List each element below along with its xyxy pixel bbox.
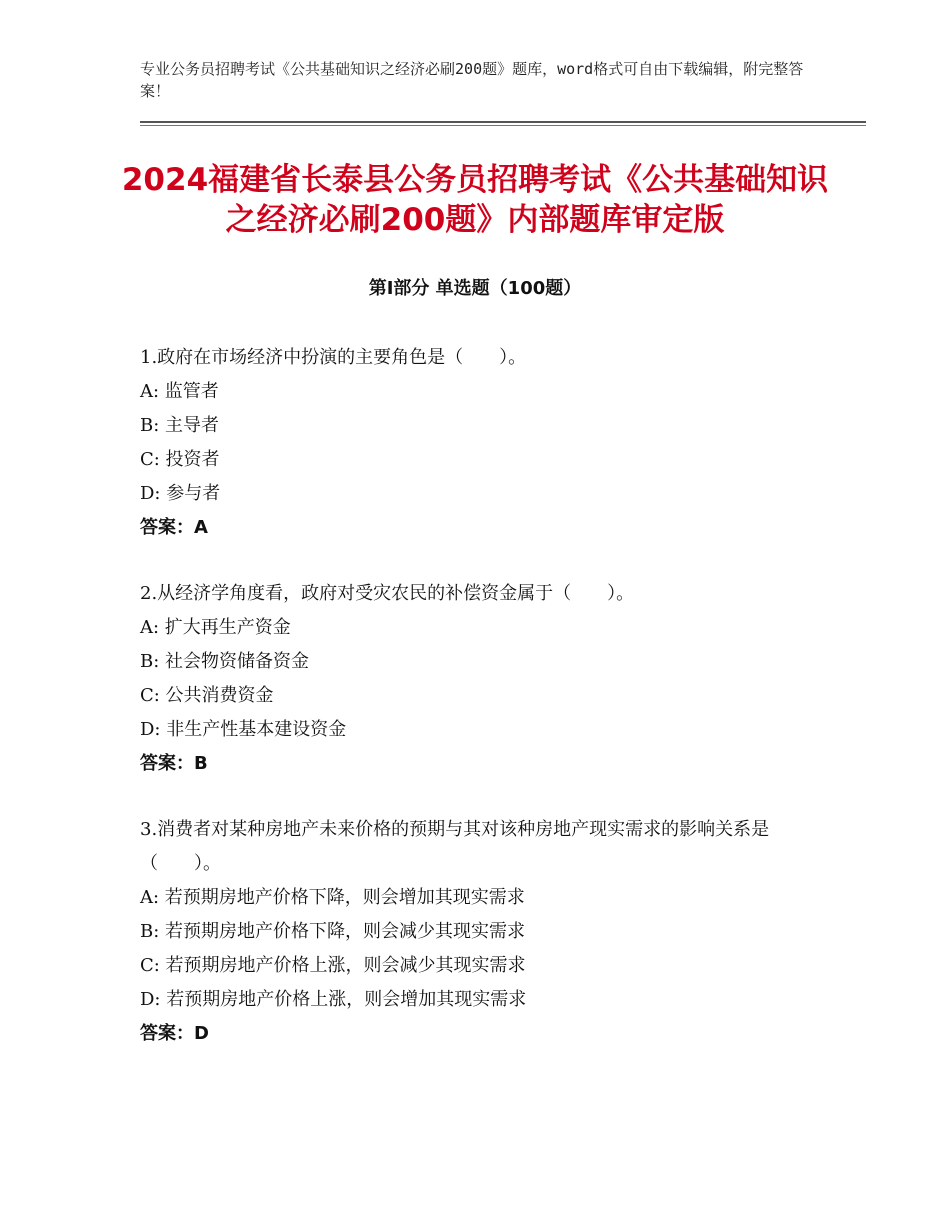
option-a: A: 扩大再生产资金 [140, 617, 291, 638]
header-rule-thin [140, 125, 866, 126]
answer: 答案：B [140, 753, 208, 774]
option-c: C: 公共消费资金 [140, 685, 274, 706]
option-d: D: 非生产性基本建设资金 [140, 719, 347, 740]
header-note: 专业公务员招聘考试《公共基础知识之经济必刷200题》题库，word格式可自由下载编辑，附完整答案！ [140, 60, 804, 100]
question-3 [140, 813, 820, 1051]
option-b: B: 社会物资储备资金 [140, 651, 310, 672]
option-c: C: 若预期房地产价格上涨，则会减少其现实需求 [140, 955, 526, 976]
option-b: B: 主导者 [140, 415, 220, 436]
option-a: A: 监管者 [140, 381, 219, 402]
question-stem: 2.从经济学角度看，政府对受灾农民的补偿资金属于（ ）。 [140, 583, 635, 604]
question-2 [140, 577, 820, 781]
option-d: D: 参与者 [140, 483, 221, 504]
header-rule-thick [140, 121, 866, 123]
question-stem: 1.政府在市场经济中扮演的主要角色是（ ）。 [140, 347, 527, 368]
document-title: 2024福建省长泰县公务员招聘考试《公共基础知识之经济必刷200题》内部题库审定版 [121, 162, 829, 238]
question-list [140, 341, 820, 1083]
option-d: D: 若预期房地产价格上涨，则会增加其现实需求 [140, 989, 527, 1010]
question-stem: 3.消费者对某种房地产未来价格的预期与其对该种房地产现实需求的影响关系是（ ）。 [140, 819, 770, 874]
answer: 答案：A [140, 517, 208, 538]
option-a: A: 若预期房地产价格下降，则会增加其现实需求 [140, 887, 525, 908]
question-1 [140, 341, 820, 545]
answer: 答案：D [140, 1023, 209, 1044]
option-c: C: 投资者 [140, 449, 220, 470]
option-b: B: 若预期房地产价格下降，则会减少其现实需求 [140, 921, 526, 942]
section-title: 第Ⅰ部分 单选题（100题） [368, 278, 582, 299]
